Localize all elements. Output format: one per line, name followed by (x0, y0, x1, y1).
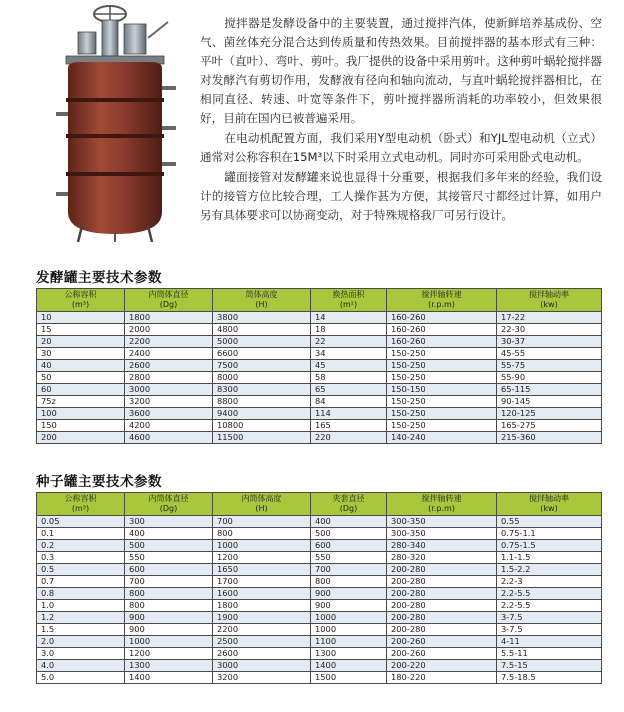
table-cell: 150-250 (387, 360, 497, 372)
table-cell: 1800 (125, 312, 213, 324)
table-cell: 14 (311, 312, 387, 324)
header-label: 内筒体高度 (241, 494, 282, 503)
table-row (37, 600, 602, 612)
table-cell: 60 (37, 384, 125, 396)
table-row (37, 588, 602, 600)
table-row (37, 324, 602, 336)
table-cell: 215-360 (497, 432, 602, 444)
table-cell: 22 (311, 336, 387, 348)
table-cell: 3000 (213, 660, 311, 672)
seed-spec-table (36, 492, 602, 684)
table-cell: 2.0 (37, 636, 125, 648)
header-label: (r.p.m) (428, 504, 455, 513)
table-cell: 100 (37, 408, 125, 420)
table-cell: 550 (125, 552, 213, 564)
table-cell: 8300 (213, 384, 311, 396)
header-label: 换热面积 (332, 290, 365, 299)
table-cell: 220 (311, 432, 387, 444)
table-cell: 1700 (213, 576, 311, 588)
table-cell: 50 (37, 372, 125, 384)
table-cell: 5.0 (37, 672, 125, 684)
fermenter-header-cell (497, 289, 602, 312)
table-cell: 0.75-1.5 (497, 540, 602, 552)
table-cell: 150-250 (387, 420, 497, 432)
table-row (37, 408, 602, 420)
table-row (37, 636, 602, 648)
table-cell: 2.2-5.5 (497, 588, 602, 600)
table-cell: 150-250 (387, 396, 497, 408)
table-cell: 30-37 (497, 336, 602, 348)
table-cell: 65-115 (497, 384, 602, 396)
table-cell: 7500 (213, 360, 311, 372)
table-cell: 84 (311, 396, 387, 408)
table-cell: 1400 (311, 660, 387, 672)
header-label: (m²) (339, 300, 358, 309)
table-cell: 4800 (213, 324, 311, 336)
table-row (37, 516, 602, 528)
table-cell: 3200 (213, 672, 311, 684)
table-cell: 1800 (213, 600, 311, 612)
header-label: 搅拌轴转速 (421, 290, 462, 299)
fermenter-header-cell (387, 289, 497, 312)
table-cell: 2200 (213, 624, 311, 636)
table-cell: 15 (37, 324, 125, 336)
table-cell: 800 (125, 600, 213, 612)
table-cell: 200-260 (387, 648, 497, 660)
table-cell: 900 (125, 612, 213, 624)
table-row (37, 336, 602, 348)
table-cell: 150-250 (387, 408, 497, 420)
header-label: 筒体高度 (245, 290, 278, 299)
table-cell: 165-275 (497, 420, 602, 432)
table-cell: 8800 (213, 396, 311, 408)
table-cell: 9400 (213, 408, 311, 420)
fermenter-header-cell (311, 289, 387, 312)
table-cell: 1200 (213, 552, 311, 564)
fermenter-header-row (37, 289, 602, 312)
table-cell: 20 (37, 336, 125, 348)
table-cell: 400 (125, 528, 213, 540)
table-cell: 0.75-1.1 (497, 528, 602, 540)
table-cell: 500 (125, 540, 213, 552)
table-cell: 17-22 (497, 312, 602, 324)
table-cell: 3600 (125, 408, 213, 420)
table-cell: 200-280 (387, 624, 497, 636)
table-cell: 4.0 (37, 660, 125, 672)
seed-header-cell (387, 493, 497, 516)
table-cell: 0.7 (37, 576, 125, 588)
table-row (37, 384, 602, 396)
table-cell: 200-280 (387, 564, 497, 576)
table-cell: 45 (311, 360, 387, 372)
seed-section-title: 种子罐主要技术参数 (36, 474, 162, 490)
table-cell: 500 (311, 528, 387, 540)
table-cell: 0.3 (37, 552, 125, 564)
table-cell: 280-320 (387, 552, 497, 564)
table-cell: 300 (125, 516, 213, 528)
table-row (37, 624, 602, 636)
table-row (37, 576, 602, 588)
table-cell: 5000 (213, 336, 311, 348)
table-cell: 700 (125, 576, 213, 588)
table-cell: 1600 (213, 588, 311, 600)
fermenter-header-cell (125, 289, 213, 312)
table-cell: 165 (311, 420, 387, 432)
table-cell: 0.8 (37, 588, 125, 600)
table-cell: 0.1 (37, 528, 125, 540)
table-row (37, 564, 602, 576)
table-cell: 5.5-11 (497, 648, 602, 660)
table-cell: 200-260 (387, 636, 497, 648)
header-label: (Dg) (339, 504, 358, 513)
table-cell: 2.2-5.5 (497, 600, 602, 612)
fermenter-vessel-image (50, 2, 190, 242)
table-row (37, 432, 602, 444)
table-cell: 7.5-15 (497, 660, 602, 672)
table-row (37, 552, 602, 564)
table-cell: 7.5-18.5 (497, 672, 602, 684)
table-row (37, 396, 602, 408)
seed-header-row (37, 493, 602, 516)
header-label: (Dg) (159, 300, 178, 309)
table-cell: 8000 (213, 372, 311, 384)
table-cell: 65 (311, 384, 387, 396)
table-cell: 3000 (125, 384, 213, 396)
table-cell: 550 (311, 552, 387, 564)
table-cell: 1000 (311, 624, 387, 636)
header-label: (H) (255, 300, 268, 309)
seed-header-cell (311, 493, 387, 516)
table-cell: 1.5-2.2 (497, 564, 602, 576)
table-cell: 900 (311, 600, 387, 612)
table-cell: 0.5 (37, 564, 125, 576)
seed-header-cell (125, 493, 213, 516)
table-cell: 2000 (125, 324, 213, 336)
intro-text (200, 14, 602, 225)
table-cell: 200-280 (387, 612, 497, 624)
table-cell: 1.2 (37, 612, 125, 624)
table-cell: 1500 (311, 672, 387, 684)
table-cell: 600 (125, 564, 213, 576)
table-cell: 200-280 (387, 600, 497, 612)
table-row (37, 660, 602, 672)
table-cell: 800 (213, 528, 311, 540)
table-cell: 1300 (311, 648, 387, 660)
fermenter-header-cell (213, 289, 311, 312)
header-label: 搅拌轴转速 (421, 494, 462, 503)
table-cell: 2200 (125, 336, 213, 348)
table-cell: 1.1-1.5 (497, 552, 602, 564)
table-cell: 2600 (213, 648, 311, 660)
table-row (37, 648, 602, 660)
seed-header-cell (213, 493, 311, 516)
table-cell: 1900 (213, 612, 311, 624)
table-cell: 160-260 (387, 324, 497, 336)
table-cell: 1000 (311, 612, 387, 624)
table-cell: 700 (311, 564, 387, 576)
header-label: (r.p.m) (428, 300, 455, 309)
table-cell: 45-55 (497, 348, 602, 360)
table-cell: 2400 (125, 348, 213, 360)
table-cell: 900 (311, 588, 387, 600)
table-cell: 4-11 (497, 636, 602, 648)
header-label: (m³) (71, 300, 90, 309)
table-cell: 120-125 (497, 408, 602, 420)
table-cell: 90-145 (497, 396, 602, 408)
table-cell: 18 (311, 324, 387, 336)
table-cell: 800 (125, 588, 213, 600)
table-cell: 180-220 (387, 672, 497, 684)
table-cell: 11500 (213, 432, 311, 444)
header-label: 搅拌轴动率 (529, 494, 569, 503)
seed-header-cell (37, 493, 125, 516)
table-cell: 1100 (311, 636, 387, 648)
table-row (37, 672, 602, 684)
header-label: (m³) (71, 504, 90, 513)
table-cell: 150-250 (387, 372, 497, 384)
header-label: (H) (255, 504, 268, 513)
table-cell: 4600 (125, 432, 213, 444)
table-cell: 0.55 (497, 516, 602, 528)
header-label: (Dg) (159, 504, 178, 513)
table-cell: 1000 (125, 636, 213, 648)
table-cell: 0.2 (37, 540, 125, 552)
table-cell: 22-30 (497, 324, 602, 336)
intro-paragraph-motor: 在电动机配置方面，我们采用Y型电动机（卧式）和YJL型电动机（立式）通常对公称容积在15M³以下时采用立式电动机。同时亦可采用卧式电动机。 (200, 131, 602, 164)
table-cell: 2500 (213, 636, 311, 648)
table-cell: 150-250 (387, 348, 497, 360)
table-row (37, 612, 602, 624)
table-row (37, 540, 602, 552)
fermenter-section-title: 发酵罐主要技术参数 (36, 270, 162, 286)
table-cell: 300-350 (387, 516, 497, 528)
table-cell: 400 (311, 516, 387, 528)
table-cell: 6600 (213, 348, 311, 360)
table-cell: 140-240 (387, 432, 497, 444)
table-cell: 75z (37, 396, 125, 408)
header-label: 内筒体直径 (148, 494, 189, 503)
table-cell: 114 (311, 408, 387, 420)
fermenter-header-cell (37, 289, 125, 312)
table-cell: 30 (37, 348, 125, 360)
table-cell: 1.0 (37, 600, 125, 612)
seed-header-cell (497, 493, 602, 516)
table-cell: 2.2-3 (497, 576, 602, 588)
table-row (37, 528, 602, 540)
table-row (37, 312, 602, 324)
table-cell: 1000 (213, 540, 311, 552)
table-cell: 200-280 (387, 576, 497, 588)
table-cell: 1300 (125, 660, 213, 672)
header-label: (kw) (540, 300, 558, 309)
table-cell: 200-220 (387, 660, 497, 672)
fermenter-spec-table (36, 288, 602, 444)
header-label: 夹套直径 (332, 494, 365, 503)
table-row (37, 420, 602, 432)
table-cell: 1.5 (37, 624, 125, 636)
table-cell: 58 (311, 372, 387, 384)
table-cell: 1650 (213, 564, 311, 576)
table-cell: 900 (125, 624, 213, 636)
table-cell: 3-7.5 (497, 612, 602, 624)
table-cell: 700 (213, 516, 311, 528)
table-cell: 2800 (125, 372, 213, 384)
table-cell: 2600 (125, 360, 213, 372)
table-cell: 10 (37, 312, 125, 324)
table-cell: 4200 (125, 420, 213, 432)
table-row (37, 360, 602, 372)
header-label: 公称容积 (64, 494, 97, 503)
table-row (37, 348, 602, 360)
table-cell: 55-90 (497, 372, 602, 384)
table-cell: 40 (37, 360, 125, 372)
header-label: 公称容积 (64, 290, 97, 299)
table-cell: 10800 (213, 420, 311, 432)
header-label: 内筒体直径 (148, 290, 189, 299)
table-cell: 200 (37, 432, 125, 444)
table-row (37, 372, 602, 384)
table-cell: 1400 (125, 672, 213, 684)
table-cell: 55-75 (497, 360, 602, 372)
table-cell: 34 (311, 348, 387, 360)
table-cell: 200-280 (387, 588, 497, 600)
table-cell: 3-7.5 (497, 624, 602, 636)
header-label: 搅拌轴动率 (529, 290, 569, 299)
table-cell: 800 (311, 576, 387, 588)
table-cell: 280-340 (387, 540, 497, 552)
intro-paragraph-agitator: 搅拌器是发酵设备中的主要装置，通过搅拌汽体，使新鲜培养基成份、空气、菌丝体充分混合达到传质量和传热效果。目前搅拌器的基本形式有三种：平叶（直叶）、弯叶、剪叶。我厂提供的设备中采用剪叶。这种剪叶蜗轮搅拌器对发酵汽有剪切作用，发酵液有径向和轴向流动，与直叶蜗轮搅拌器相比，在相同直径、转速、叶宽等条件下，剪叶搅拌器所消耗的功率较小，但效果很好，目前在国内已被普遍采用。 (200, 16, 602, 125)
table-cell: 3.0 (37, 648, 125, 660)
table-cell: 600 (311, 540, 387, 552)
intro-paragraph-nozzle: 罐面接管对发酵罐来说也显得十分重要，根据我们多年来的经验，我们设计的接管方位比较合理，工人操作甚为方便，其接管尺寸都经过计算，如用户另有具体要求可以协商变动，对于特殊规格我厂可另行设计。 (200, 170, 602, 222)
table-cell: 3800 (213, 312, 311, 324)
table-cell: 160-260 (387, 336, 497, 348)
table-cell: 150-150 (387, 384, 497, 396)
table-cell: 1200 (125, 648, 213, 660)
table-cell: 3200 (125, 396, 213, 408)
header-label: (kw) (540, 504, 558, 513)
table-cell: 300-350 (387, 528, 497, 540)
table-cell: 0.05 (37, 516, 125, 528)
table-cell: 160-260 (387, 312, 497, 324)
table-cell: 150 (37, 420, 125, 432)
